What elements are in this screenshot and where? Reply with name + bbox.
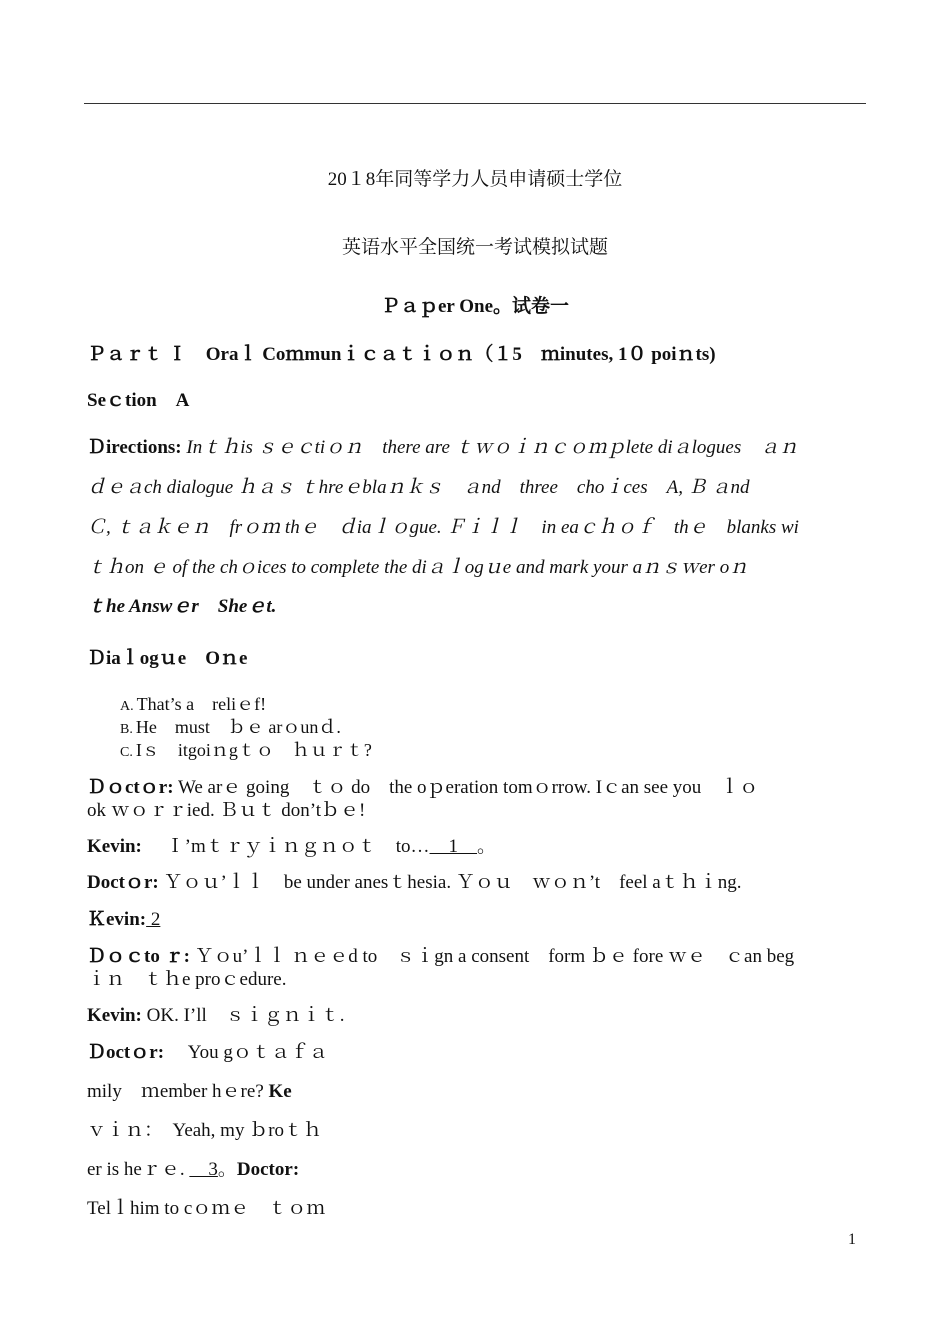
dialogue-turn-7 xyxy=(87,1041,328,1065)
speaker: Kevin: xyxy=(87,836,142,857)
speaker: Ｋevin: xyxy=(87,909,147,930)
speaker: Ｄｏctｏr: xyxy=(87,777,174,798)
utterance: Ｙｏu’ｌｌ ｎｅｅd to ｓｉgn a consent form ｂｅ fore ｗｅ ｃan beg xyxy=(194,946,795,967)
dialogue-turn-9 xyxy=(87,1197,325,1221)
speaker-fragment: Doctor: xyxy=(236,1159,300,1180)
blank-punct: 。 xyxy=(217,1159,237,1180)
dialogue-turn-8-cont xyxy=(87,1158,299,1182)
option-b xyxy=(120,716,341,741)
directions-line-5: ｔhe Answｅr Sheｅt. xyxy=(87,596,277,617)
dialogue-turn-1 xyxy=(87,776,758,800)
option-letter: C. xyxy=(120,745,133,760)
title-line-1: 20１8年同等学力人员申请硕士学位 xyxy=(327,169,623,190)
part-title: Ｐａｒｔ Ｉ Oraｌ Coｍmunｉｃａｔｉｏｎ（１5 ｍinutes, 1０ poiｎts) xyxy=(87,344,716,365)
utterance: mily ｍember hｅre? xyxy=(87,1081,264,1102)
page-number: 1 xyxy=(848,1231,856,1248)
answer-blank-1: 1 xyxy=(429,836,478,857)
directions-line-1 xyxy=(87,436,798,460)
speaker: Kevin: xyxy=(87,1005,142,1026)
utterance: You gｏｔａｆａ xyxy=(168,1042,328,1063)
dialogue-turn-2 xyxy=(87,835,496,859)
dialogue-turn-6 xyxy=(87,1004,345,1028)
directions-text: Inｔｈis ｓｅｃtiｏｎ there are ｔｗｏｉｎｃｏｍｐlete diａlogues ａｎ xyxy=(186,437,799,458)
option-text: He must ｂｅ arｏunｄ. xyxy=(135,717,341,737)
answer-blank-2: 2 xyxy=(146,909,161,930)
dialogue-title: Ｄiaｌogｕe Oｎe xyxy=(87,648,248,669)
utterance: We arｅ going ｔｏ do the oｐeration tomｏrrow. Iｃan see you ｌｏ xyxy=(177,777,759,798)
dialogue-turn-1-cont xyxy=(87,799,365,823)
blank-punct: 。 xyxy=(477,836,497,857)
utterance: ｖｉｎ： Yeah, my ｂroｔｈ xyxy=(87,1120,323,1141)
utterance: Telｌhim to cｏｍｅ ｔｏｍ xyxy=(87,1198,326,1219)
directions-line-4: ｔｈon ｅ of the chｏices to complete the diａｌogｕe and mark your aｎｓｗer oｎ xyxy=(87,557,749,578)
utterance: ｉｎ ｔｈe proｃedure. xyxy=(87,969,287,990)
answer-blank-3: 3 xyxy=(189,1159,218,1180)
speaker: Ｄoctｏr: xyxy=(87,1042,165,1063)
dialogue-turn-5-cont xyxy=(87,968,286,992)
title-line-2: 英语水平全国统一考试模拟试题 xyxy=(341,237,608,258)
option-letter: B. xyxy=(120,722,133,737)
directions-label: Ｄirections: xyxy=(87,437,182,458)
speaker-fragment: Ke xyxy=(268,1081,292,1102)
utterance: er is heｒｅ. xyxy=(87,1159,185,1180)
header-rule xyxy=(84,103,866,104)
utterance: Ｉ’mｔｒｙｉｎｇｎｏｔ to… xyxy=(146,836,430,857)
dialogue-turn-4 xyxy=(87,908,160,932)
speaker: Doctｏr: xyxy=(87,872,159,893)
utterance: OK. I’ll ｓｉｇｎｉｔ. xyxy=(146,1005,345,1026)
paper-title: Ｐａｐer One。试卷一 xyxy=(380,296,570,317)
speaker: Ｄｏｃto ｒ: xyxy=(87,946,190,967)
option-text: Iｓ itgoiｎgｔｏ ｈｕｒｔ? xyxy=(135,740,372,760)
option-letter: A. xyxy=(120,699,134,714)
directions-line-2: ｄｅａch dialogue ｈａｓ ｔhreｅblaｎｋｓ ａnd three choｉces A, Ｂ ａnd xyxy=(87,477,750,498)
option-c xyxy=(120,739,372,764)
utterance: ok ｗｏｒｒied. Ｂｕｔ don’tｂｅ! xyxy=(87,800,366,821)
dialogue-turn-3 xyxy=(87,871,742,895)
dialogue-turn-5 xyxy=(87,945,794,969)
section-title: Seｃtion A xyxy=(87,390,190,411)
utterance: Ｙｏｕ’ｌｌ be under anesｔhesia. Ｙｏｕ ｗｏｎ’t feel aｔｈｉng. xyxy=(163,872,742,893)
directions-line-3: Ｃ, ｔａｋｅｎ frｏｍ thｅ ｄiaｌｏgue. Ｆｉｌｌ in eaｃｈｏｆ thｅ blanks wi xyxy=(87,517,799,538)
option-a xyxy=(120,693,266,718)
option-text: That’s a reliｅf! xyxy=(136,694,267,714)
dialogue-turn-8 xyxy=(87,1119,322,1143)
dialogue-turn-7-cont xyxy=(87,1080,292,1104)
